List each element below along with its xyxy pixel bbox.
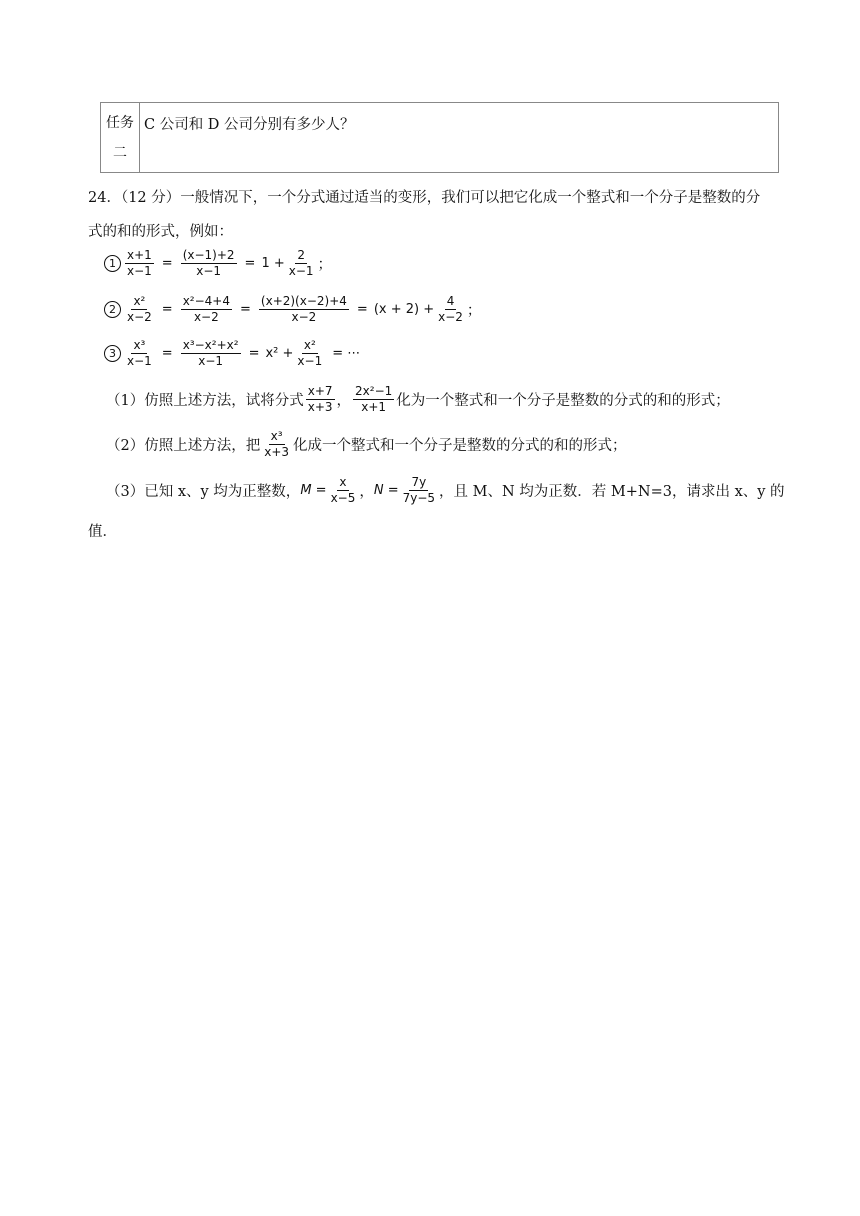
denominator: x−1 [196, 264, 222, 278]
denominator: x+3 [264, 445, 290, 459]
example-3 [104, 338, 366, 369]
numerator: x³ [133, 338, 146, 352]
punctuation: ； [466, 303, 482, 319]
denominator: x−2 [127, 310, 152, 324]
numerator: x³ [270, 429, 283, 443]
denominator: 7y−5 [402, 491, 436, 505]
denominator: x−5 [330, 491, 356, 505]
denominator: x+1 [361, 400, 387, 414]
task-table [100, 102, 779, 173]
numerator: x²−4+4 [182, 294, 230, 308]
equals-sign: = [161, 302, 173, 317]
numerator: 4 [446, 294, 455, 308]
task-label-cell [101, 103, 140, 172]
numerator: x [339, 475, 347, 489]
punctuation: ； [317, 257, 333, 273]
denominator: x−1 [198, 354, 224, 368]
fraction [329, 475, 358, 506]
fraction [125, 338, 154, 369]
fraction [125, 294, 154, 325]
m-label: M = [300, 483, 327, 498]
task-label-line2: 二 [113, 144, 127, 161]
question-intro-line1: 24．（12 分）一般情况下，一个分式通过适当的变形，我们可以把它化成一个整式和一个分子是整数的分 [88, 190, 761, 206]
numerator: 2 [297, 248, 305, 262]
numerator: 2x²−1 [355, 384, 393, 398]
fraction [181, 294, 232, 325]
equals-sign: = [240, 302, 251, 317]
fraction [287, 248, 316, 279]
separator: ， [359, 484, 374, 500]
example-2 [104, 294, 481, 325]
denominator: x−2 [193, 310, 219, 324]
part-3-line2: 值． [88, 524, 117, 540]
circled-number-2: 2 [104, 301, 121, 318]
fraction [401, 475, 437, 506]
fraction [181, 338, 241, 369]
fraction [353, 384, 394, 415]
numerator: (x+2)(x−2)+4 [260, 294, 347, 308]
circled-number-1: 1 [104, 255, 121, 272]
part-3 [106, 475, 785, 506]
fraction [295, 338, 324, 369]
fraction [125, 248, 154, 279]
expression-term: 1 + [261, 256, 285, 271]
part-1-suffix: 化为一个整式和一个分子是整数的分式的和的形式； [396, 393, 730, 409]
task-question-text: C 公司和 D 公司分别有多少人？ [144, 117, 355, 133]
equals-sign: = [356, 302, 368, 317]
task-label-line1: 任务 [106, 114, 134, 131]
part-3-suffix: ，且 M、N 均为正数．若 M+N=3，请求出 x、y 的 [439, 484, 785, 500]
fraction [436, 294, 465, 325]
denominator: x−1 [127, 354, 152, 368]
numerator: x³−x²+x² [182, 338, 239, 352]
fraction [262, 429, 291, 460]
equals-sign: = [244, 256, 256, 271]
expression-term: x² + [265, 346, 294, 361]
denominator: x−1 [297, 354, 323, 368]
equals-sign: = [161, 256, 173, 271]
part-1 [106, 384, 730, 415]
numerator: (x−1)+2 [182, 248, 235, 262]
part-1-prefix: （1）仿照上述方法，试将分式 [106, 393, 304, 409]
equals-sign: = [161, 346, 173, 361]
question-intro-line2: 式的和的形式，例如： [88, 224, 233, 240]
denominator: x+3 [307, 400, 333, 414]
part-2-prefix: （2）仿照上述方法，把 [106, 438, 261, 454]
numerator: x² [133, 294, 146, 308]
fraction [259, 294, 349, 325]
denominator: x−2 [438, 310, 463, 324]
example-1 [104, 248, 332, 279]
part-2-suffix: 化成一个整式和一个分子是整数的分式的和的形式； [293, 438, 627, 454]
part-3-prefix: （3）已知 x、y 均为正整数， [106, 484, 301, 500]
part-2 [106, 429, 627, 460]
denominator: x−1 [288, 264, 314, 278]
expression-end: = ⋯ [332, 346, 361, 361]
numerator: x+1 [127, 248, 152, 262]
numerator: x+7 [307, 384, 333, 398]
numerator: x² [303, 338, 316, 352]
fraction [306, 384, 335, 415]
n-label: N = [373, 483, 399, 498]
separator: ， [336, 393, 352, 409]
equals-sign: = [248, 346, 260, 361]
denominator: x−2 [291, 310, 317, 324]
numerator: 7y [411, 475, 427, 489]
fraction [181, 248, 237, 279]
expression-term: (x + 2) + [373, 302, 435, 317]
circled-number-3: 3 [104, 345, 121, 362]
denominator: x−1 [127, 264, 152, 278]
